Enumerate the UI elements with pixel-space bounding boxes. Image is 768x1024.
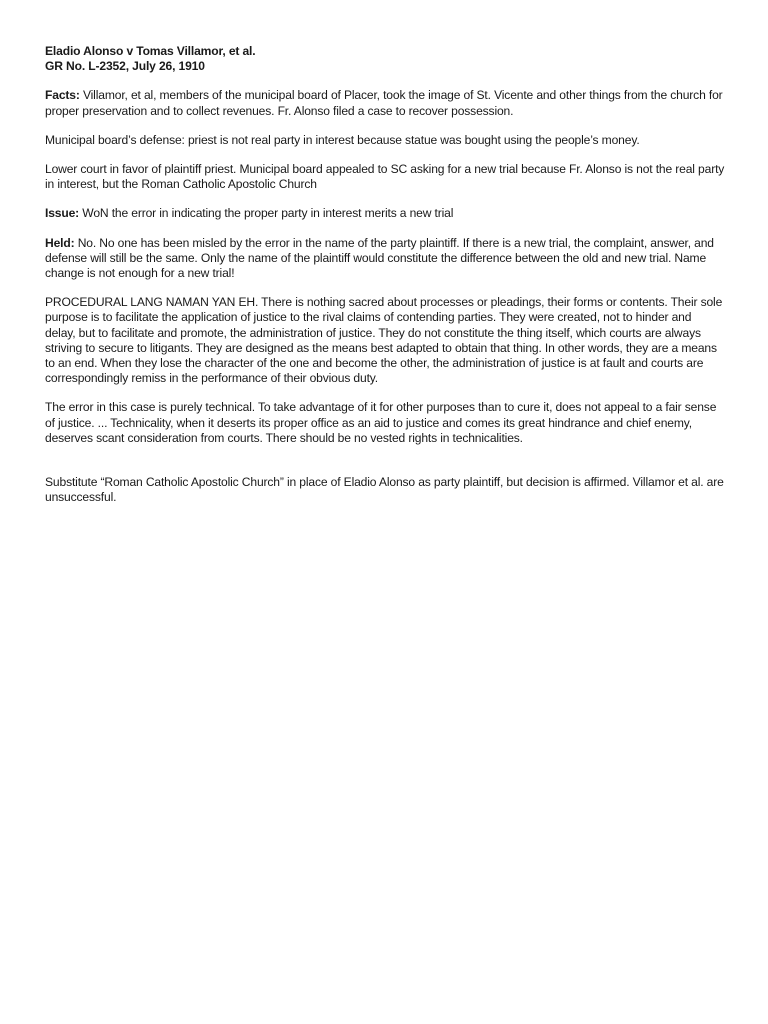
case-citation: GR No. L-2352, July 26, 1910 xyxy=(45,59,205,74)
document-page xyxy=(45,44,725,519)
case-title: Eladio Alonso v Tomas Villamor, et al. xyxy=(45,44,256,58)
facts-label: Facts: xyxy=(45,88,80,103)
held-label: Held: xyxy=(45,235,75,250)
blank-line xyxy=(45,460,725,475)
held-text: No. No one has been misled by the error in the name of the party plaintiff. If there is a new trial, the complaint, answer, and defense will still be the same. Only the name of the plaintiff would constitute the difference between the old and new trial. Name change is not enough for a new trial! xyxy=(45,235,714,281)
case-heading xyxy=(45,44,725,74)
facts-text: Villamor, et al, members of the municipal board of Placer, took the image of St. Vicente and other things from the church for proper preservation and to collect revenues. Fr. Alonso filed a case to recover possession. xyxy=(45,88,723,118)
technicality-paragraph: The error in this case is purely technical. To take advantage of it for other purposes than to cure it, does not appeal to a fair sense of justice. ... Technicality, when it deserts its proper office as an aid to justice and comes its great hindrance and chief enemy, deserves scant consideration from courts. There should be no vested rights in technicalities. xyxy=(45,400,717,445)
issue-label: Issue: xyxy=(45,206,80,221)
issue-text: WoN the error in indicating the proper party in interest merits a new trial xyxy=(79,206,454,221)
issue-paragraph xyxy=(45,206,725,221)
disposition-paragraph: Substitute “Roman Catholic Apostolic Church” in place of Eladio Alonso as party plaintiff, but decision is affirmed. Villamor et al. are unsuccessful. xyxy=(45,475,724,505)
lower-court-paragraph: Lower court in favor of plaintiff priest. Municipal board appealed to SC asking for a new trial because Fr. Alonso is not the real party in interest, but the Roman Catholic Apostolic Church xyxy=(45,162,725,192)
defense-paragraph: Municipal board’s defense: priest is not real party in interest because statue was bought using the people’s money. xyxy=(45,132,640,147)
procedural-paragraph: PROCEDURAL LANG NAMAN YAN EH. There is nothing sacred about processes or pleadings, their forms or contents. Their sole purpose is to facilitate the application of justice to the rival claims of contending parties. They were created, not to hinder and delay, but to facilitate and promote, the administration of justice. They do not constitute the thing itself, which courts are always striving to secure to litigants. They are designed as the means best adapted to obtain that thing. In other words, they are a means to an end. When they lose the character of the one and become the other, the administration of justice is at fault and courts are correspondingly remiss in the performance of their obvious duty. xyxy=(45,295,723,386)
facts-paragraph xyxy=(45,88,725,118)
held-paragraph xyxy=(45,236,725,282)
